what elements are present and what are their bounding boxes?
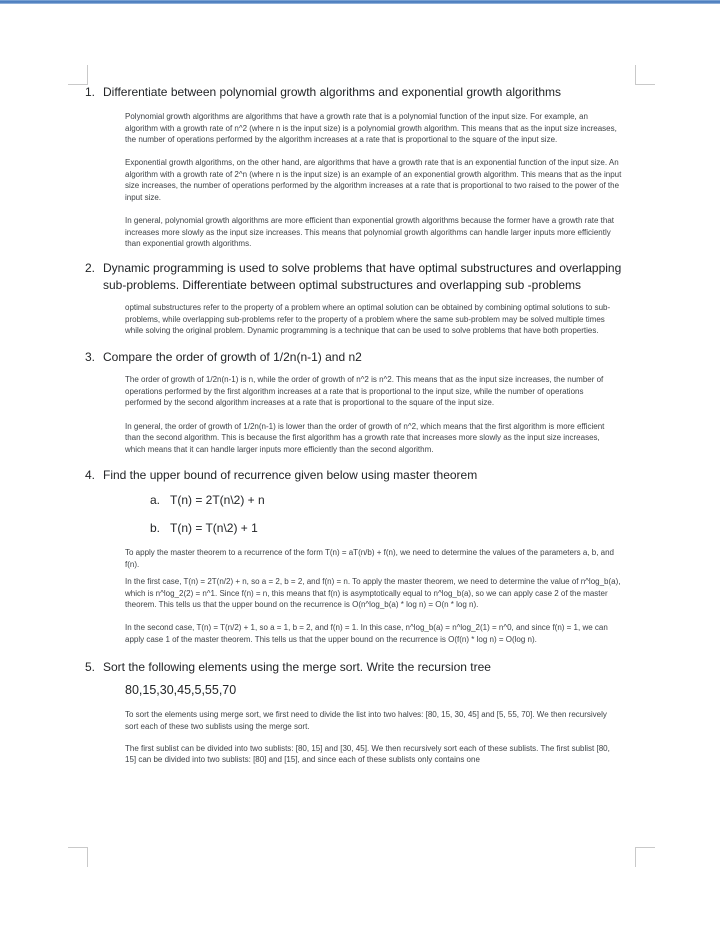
- question-1: [85, 84, 622, 250]
- answer-paragraph: optimal substructures refer to the property of a problem where an optimal solution can be obtained by combining optimal solutions to sub-problems, while overlapping sub-problems refer to the property of a problem where the same sub-problem may be solved multiple times while solving the original problem. Dynamic programming is a technique that can be used to solve problems that have both properties.: [125, 302, 611, 336]
- question-3: [85, 349, 622, 456]
- question-number: 2.: [85, 260, 96, 275]
- recurrence-item-a: [150, 492, 622, 508]
- answer-paragraph: In general, the order of growth of 1/2n(n-1) is lower than the order of growth of n^2, which means that the first algorithm is more efficient than the second algorithm. This is because the first algorithm has a growth rate that increases more slowly as the input size increases, which means that it can handle larger inputs more efficiently than the second algorithm.: [125, 421, 605, 454]
- recurrence-formula: T(n) = T(n\2) + 1: [170, 521, 258, 536]
- question-3-heading-row: [85, 349, 622, 366]
- page-corner-mark-bottom-left: [68, 847, 88, 867]
- question-1-heading-row: [85, 84, 622, 101]
- page-corner-mark-top-left: [68, 65, 88, 85]
- question-5: [85, 659, 622, 765]
- question-number: 4.: [85, 468, 96, 483]
- question-heading: Dynamic programming is used to solve problems that have optimal substructures and overlapping sub-problems. Differentiate between optimal substructures and overlapping sub -problems: [103, 260, 622, 292]
- question-heading: Differentiate between polynomial growth algorithms and exponential growth algorithms: [103, 85, 562, 99]
- answer-paragraph: In the first case, T(n) = 2T(n/2) + n, so a = 2, b = 2, and f(n) = n. To apply the master theorem, we need to determine the value of n^log_b(a), which is n^log_2(2) = n^1. Since f(n) = n, this means that f(n) is asymptotically equal to n^log_b(a), so we can apply case 2 of the master theorem. This tells us that the upper bound on the recurrence is O(n^log_b(a) * log n) = O(n * log n).: [125, 576, 621, 610]
- recurrence-item-b: [150, 520, 622, 536]
- question-number: 5.: [85, 660, 96, 675]
- answer-paragraph: To apply the master theorem to a recurrence of the form T(n) = aT(n/b) + f(n), we need to determine the values of the parameters a, b, and f(n).: [125, 548, 614, 569]
- answer-paragraph: In the second case, T(n) = T(n/2) + 1, so a = 1, b = 2, and f(n) = 1. In this case, n^log_b(a) = n^log_2(1) = n^0, and since f(n) = 1, we can apply case 1 of the master theorem. This tells us that the upper bound on the recurrence is O(f(n) * log n) = O(log n).: [125, 623, 608, 644]
- question-2-heading-row: [85, 260, 622, 294]
- question-5-heading-row: [85, 659, 622, 676]
- answer-paragraph: In general, polynomial growth algorithms are more efficient than exponential growth algorithms because the former have a growth rate that increases more slowly as the input size increases. This means that polynomial growth algorithms can handle larger inputs more efficiently than exponential growth algorithms.: [125, 216, 615, 249]
- question-number: 1.: [85, 85, 96, 99]
- page-corner-mark-top-right: [635, 65, 655, 85]
- question-heading: Find the upper bound of recurrence given below using master theorem: [103, 468, 478, 483]
- question-heading: Sort the following elements using the merge sort. Write the recursion tree: [103, 660, 491, 675]
- document-content: [85, 84, 622, 766]
- answer-paragraph: The order of growth of 1/2n(n-1) is n, while the order of growth of n^2 is n^2. This means that as the input size increases, the number of operations performed by the first algorithm increases at a rate that is proportional to the input size, while the number of operations performed by the second algorithm increases at a rate that is proportional to the square of the input size.: [125, 375, 604, 408]
- subitem-label: a.: [150, 493, 161, 508]
- answer-paragraph: The first sublist can be divided into two sublists: [80, 15] and [30, 45]. We then recursively sort each of these sublists. The first sublist [80, 15] can be divided into two sublists: [80] and [15], and since each of these sublists only contains one: [125, 743, 610, 765]
- answer-paragraph: To sort the elements using merge sort, we first need to divide the list into two halves: [80, 15, 30, 45] and [5, 55, 70]. We then recursively sort each of these two sublists using the merge sort.: [125, 710, 607, 732]
- question-heading: Compare the order of growth of 1/2n(n-1) and n2: [103, 349, 362, 364]
- recurrence-formula: T(n) = 2T(n\2) + n: [170, 493, 265, 508]
- question-4-heading-row: [85, 467, 622, 484]
- elements-to-sort: 80,15,30,45,5,55,70: [125, 683, 237, 698]
- page-corner-mark-bottom-right: [635, 847, 655, 867]
- answer-paragraph: Exponential growth algorithms, on the other hand, are algorithms that have a growth rate that is an exponential function of the input size. An algorithm with a growth rate of 2^n (where n is the input size) is an example of an exponential growth algorithm. This means that as the input size increases, the number of operations performed by the algorithm increases at a rate that is proportional to two raised to the power of the input size.: [125, 158, 622, 203]
- question-number: 3.: [85, 349, 96, 364]
- answer-paragraph: Polynomial growth algorithms are algorithms that have a growth rate that is a polynomial function of the input size. For example, an algorithm with a growth rate of n^2 (where n is the input size) is a polynomial growth algorithm. This means that as the input size increases, the number of operations performed by the algorithm increases at a rate that is proportional to the square of the input size.: [125, 112, 617, 145]
- subitem-label: b.: [150, 521, 161, 536]
- question-2: [85, 260, 622, 337]
- window-top-accent-bar: [0, 0, 720, 4]
- question-4: [85, 467, 622, 645]
